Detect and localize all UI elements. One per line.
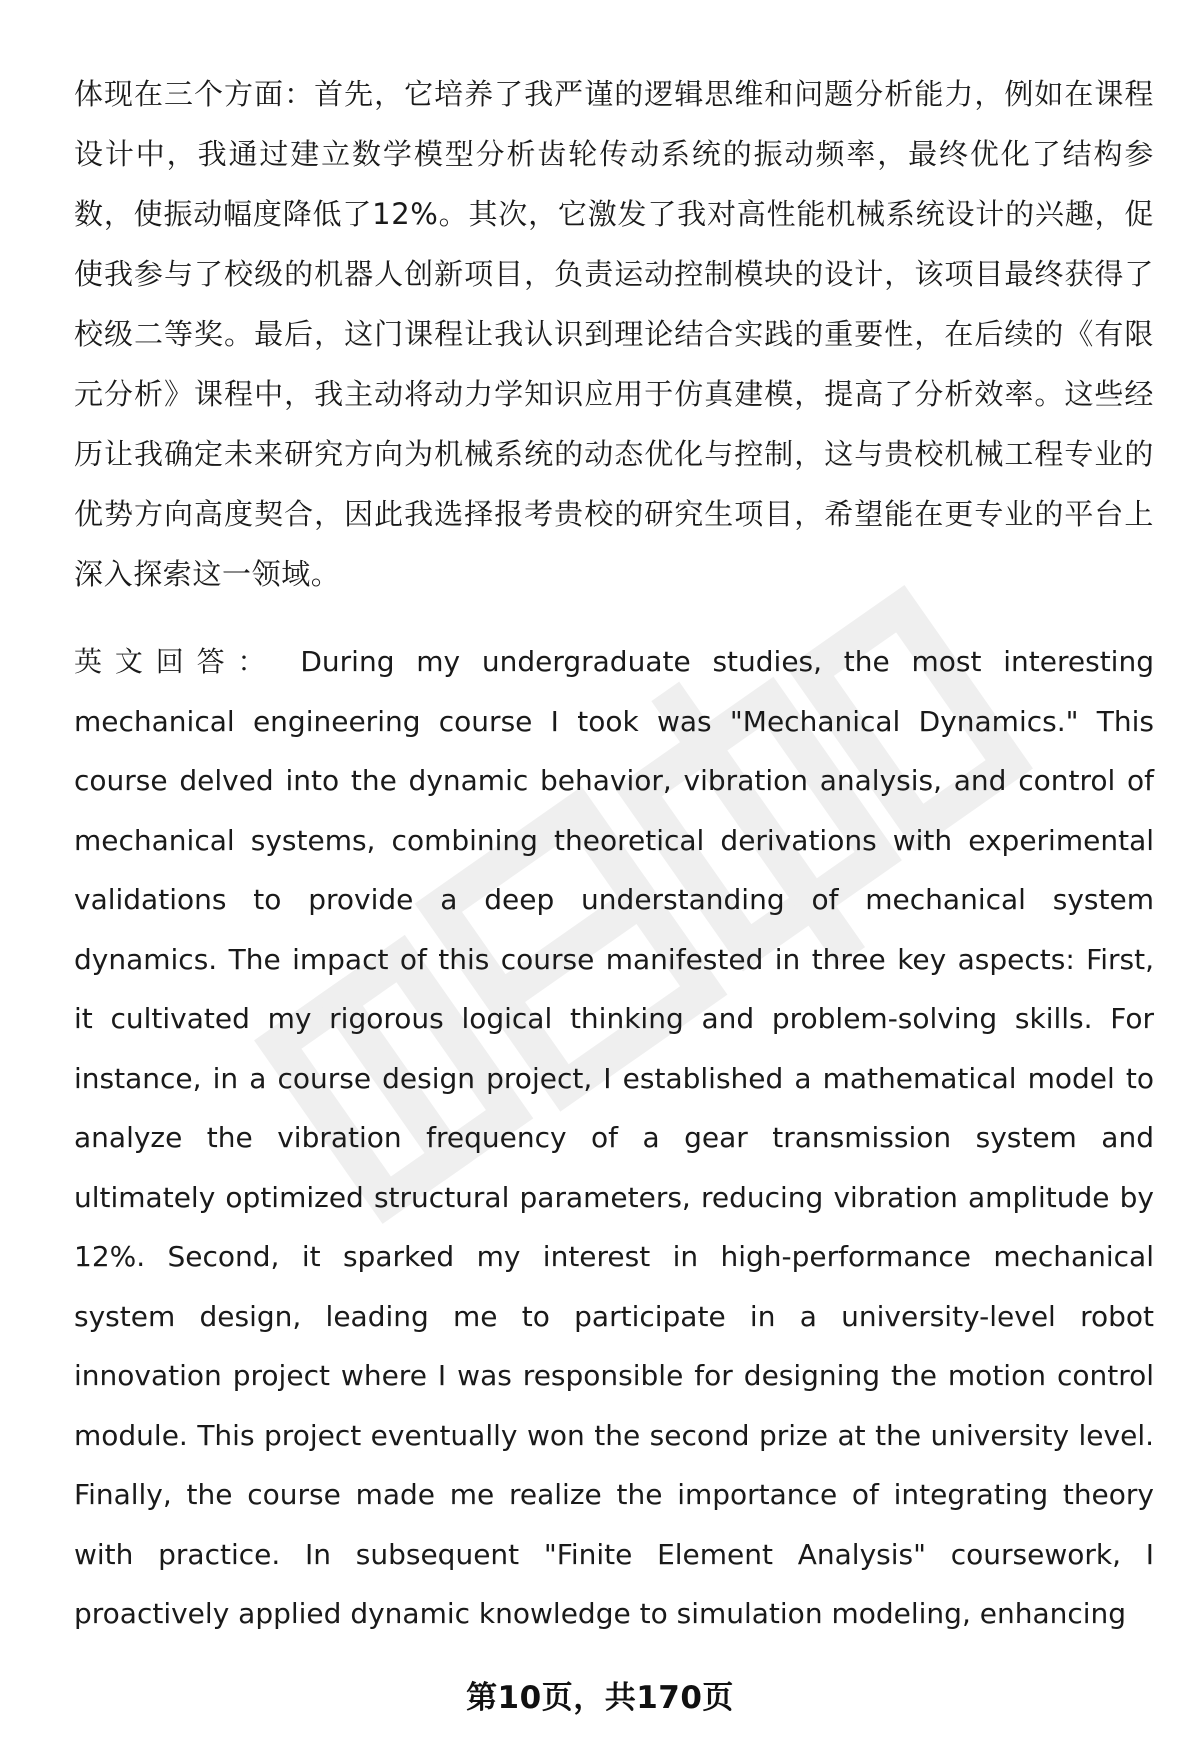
page-number-indicator: 第10页，共170页 <box>466 1680 734 1716</box>
english-answer-text: During my undergraduate studies, the most interesting mechanical engineering course I took was "Mechanical Dynamics." This course delved into the dynamic behavior, vibration analysis, and control of mechanical systems, combining theoretical derivations with experimental validations to provide a deep understanding of mechanical system dynamics. The impact of this course manifested in three key aspects: First, it cultivated my rigorous logical thinking and problem-solving skills. For instance, in a course design project, I established a mathematical model to analyze the vibration frequency of a gear transmission system and ultimately optimized structural parameters, reducing vibration amplitude by 12%. Second, it sparked my interest in high-performance mechanical system design, leading me to participate in a university-level robot innovation project where I was responsible for designing the motion control module. This project eventually won the second prize at the university level. Finally, the course made me realize the importance of integrating theory with practice. In subsequent "Finite Element Analysis" coursework, I proactively applied dynamic knowledge to simulation modeling, enhancing <box>74 645 1154 1630</box>
chinese-answer-paragraph: 体现在三个方面：首先，它培养了我严谨的逻辑思维和问题分析能力，例如在课程设计中，我通过建立数学模型分析齿轮传动系统的振动频率，最终优化了结构参数，使振动幅度降低了12%。其次，它激发了我对高性能机械系统设计的兴趣，促使我参与了校级的机器人创新项目，负责运动控制模块的设计，该项目最终获得了校级二等奖。最后，这门课程让我认识到理论结合实践的重要性，在后续的《有限元分析》课程中，我主动将动力学知识应用于仿真建模，提高了分析效率。这些经历让我确定未来研究方向为机械系统的动态优化与控制，这与贵校机械工程专业的优势方向高度契合，因此我选择报考贵校的研究生项目，希望能在更专业的平台上深入探索这一领域。 <box>74 77 1154 591</box>
document-body <box>74 64 1154 1644</box>
english-answer-label: 英文回答： <box>74 645 279 678</box>
english-answer-paragraph <box>74 632 1154 1644</box>
